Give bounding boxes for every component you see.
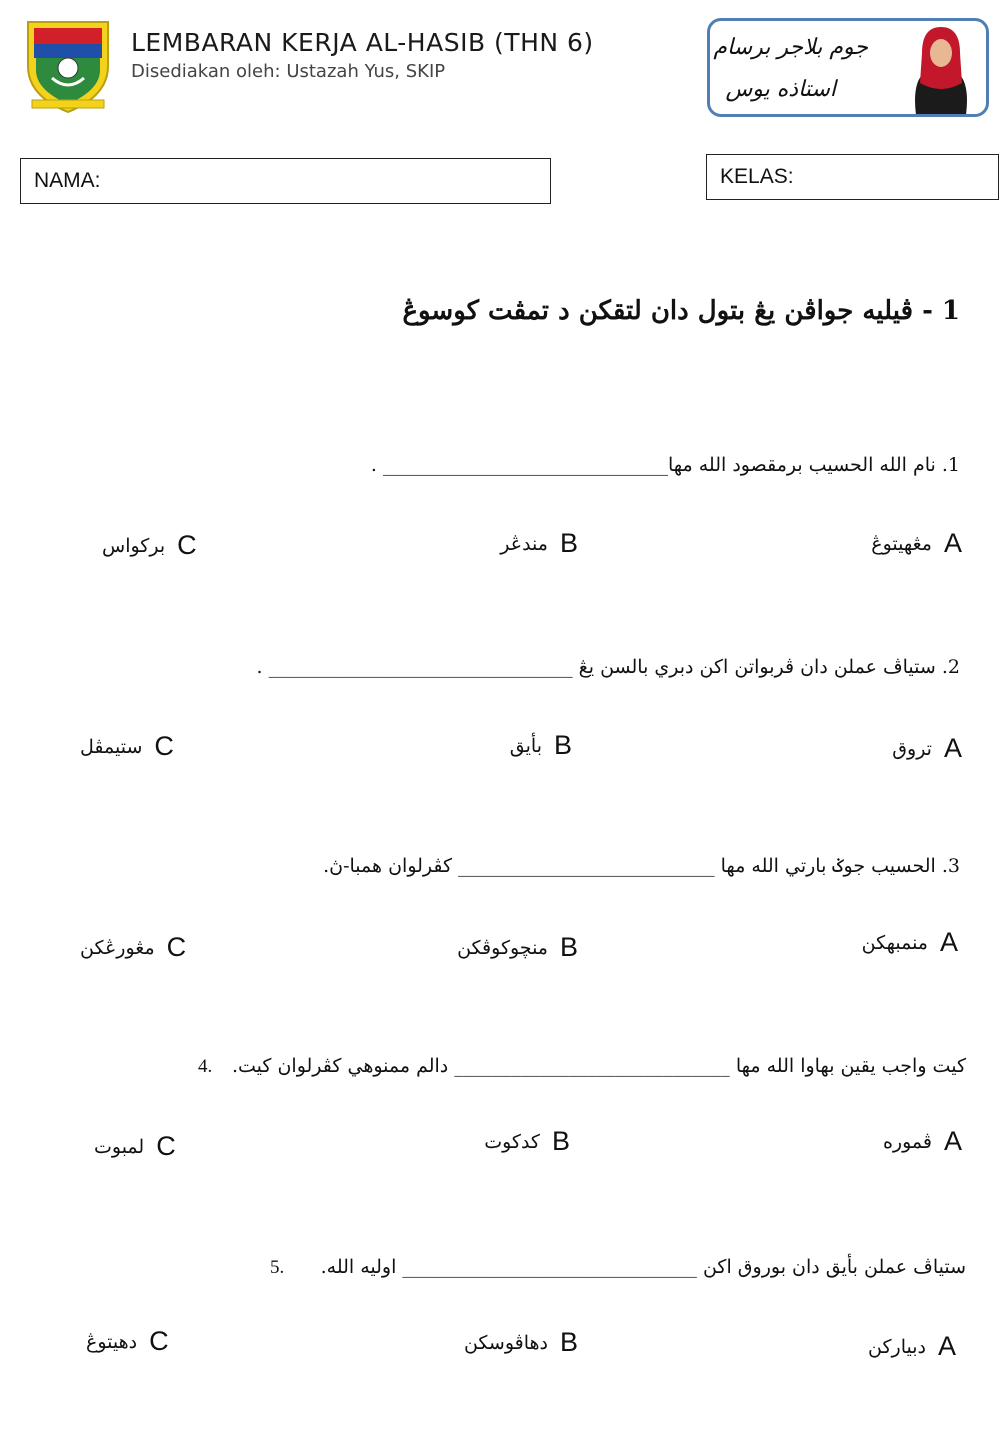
option-text: بأيق (509, 734, 542, 757)
question-4: کيت واجب يقين بهاوا الله مها _____________________________ دالم ممنوهي كڤرلوان کيت. (231, 1055, 966, 1077)
option-letter: A (943, 528, 962, 558)
option-letter: A (939, 927, 958, 957)
option-letter: B (551, 1126, 570, 1156)
q1-option-c[interactable] (102, 530, 197, 561)
option-letter: B (553, 730, 572, 760)
option-text: برکواس (102, 534, 166, 557)
option-letter: B (559, 932, 578, 962)
option-letter: B (559, 1327, 578, 1357)
option-text: دهيتوڠ (86, 1330, 138, 1353)
option-text: دبيارکن (868, 1335, 926, 1358)
option-text: دهاڤوسکن (463, 1331, 548, 1354)
option-text: تروق (892, 737, 932, 760)
option-letter: C (156, 1131, 176, 1161)
q3-option-a[interactable] (862, 927, 958, 958)
option-letter: C (177, 530, 197, 560)
option-letter: C (149, 1326, 169, 1356)
option-text: کدکوت (484, 1130, 540, 1153)
q3-option-c[interactable] (80, 932, 186, 963)
worksheet-author: Disediakan oleh: Ustazah Yus, SKIP (131, 61, 446, 82)
option-text: لمبوت (94, 1135, 145, 1158)
question-5: ستياڤ عملن بأيق دان بوروق اکن _______________________________ اوليه الله. (320, 1256, 966, 1278)
badge-slogan: جوم بلاجر برسام (713, 35, 868, 60)
option-text: منچوکوڤکن (457, 936, 548, 959)
q4-option-a[interactable] (883, 1126, 962, 1157)
q5-option-b[interactable] (464, 1327, 578, 1358)
q2-option-c[interactable] (80, 731, 174, 762)
option-text: ڤموره (882, 1130, 932, 1153)
class-label: KELAS: (720, 165, 794, 188)
q4-option-c[interactable] (94, 1131, 176, 1162)
name-label: NAMA: (34, 169, 101, 192)
option-text: ستيمڤل (80, 735, 143, 758)
badge-teacher-name: استاذه يوس (725, 77, 836, 102)
name-field[interactable] (20, 158, 551, 204)
q1-option-a[interactable] (871, 528, 962, 559)
option-text: مڠورڠکن (80, 936, 155, 959)
question-1: 1. نام الله الحسيب برمقصود الله مها______________________________ . (370, 454, 960, 476)
worksheet-title: LEMBARAN KERJA AL-HASIB (THN 6) (131, 28, 594, 57)
question-4-number: 4. (198, 1056, 213, 1077)
q2-option-a[interactable] (892, 733, 962, 764)
question-2: 2. ستياڤ عملن دان ڤربواتن اكن دبري بالسن يڠ ________________________________ . (256, 656, 960, 678)
option-text: مڠهيتوڠ (871, 532, 932, 555)
option-letter: A (937, 1331, 956, 1361)
option-letter: C (154, 731, 174, 761)
q5-option-c[interactable] (86, 1326, 169, 1357)
option-letter: C (166, 932, 187, 962)
school-crest-logo (22, 18, 114, 118)
teacher-photo (902, 23, 980, 115)
question-3: 3. الحسيب جوݢ بارتي الله مها ___________________________ كڤرلوان همبا-ڽ. (323, 855, 960, 877)
section-instruction: 1 - ڤيليه جواڤن يڠ بتول دان لتقكن د تمڤت كوسوڠ (402, 296, 960, 326)
q1-option-b[interactable] (500, 528, 578, 559)
option-letter: B (559, 528, 578, 558)
q2-option-b[interactable] (510, 730, 572, 761)
q4-option-b[interactable] (484, 1126, 570, 1157)
option-text: مندڠر (500, 532, 548, 555)
question-5-number: 5. (270, 1257, 285, 1278)
option-letter: A (943, 733, 962, 763)
option-text: منمبهکن (861, 931, 928, 954)
class-field[interactable] (706, 154, 999, 200)
teacher-badge (707, 18, 989, 117)
q3-option-b[interactable] (457, 932, 578, 963)
option-letter: A (943, 1126, 962, 1156)
q5-option-a[interactable] (868, 1331, 956, 1362)
